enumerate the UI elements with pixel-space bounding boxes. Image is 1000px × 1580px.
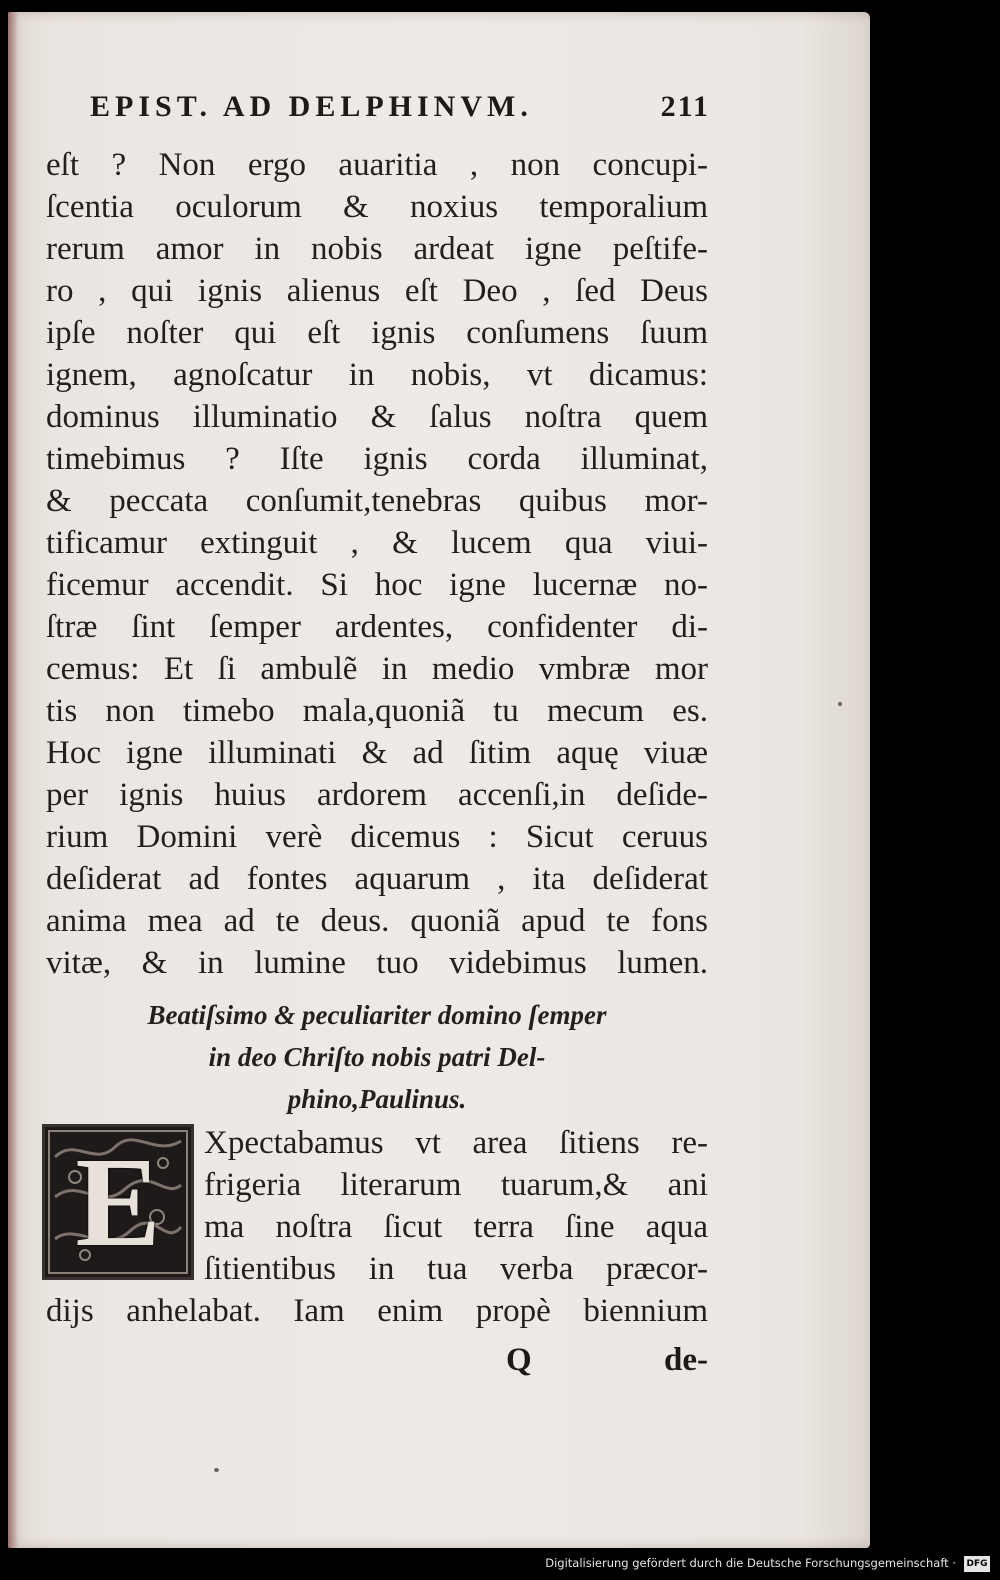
body-line: anima mea ad te deus. quoniã apud te fons [46,903,708,939]
body-line: tificamur extinguit , & lucem qua viui- [46,525,708,561]
letter-line: ſitientibus in tua verba præcor- [204,1251,708,1287]
body-line: timebimus ? Iſte ignis corda illuminat, [46,441,708,477]
footer-bar [0,1550,1000,1580]
body-line: tis non timebo mala,quoniã tu mecum es. [46,693,708,729]
body-line: ficemur accendit. Si hoc igne lucernæ no- [46,567,708,603]
body-line: & peccata conſumit,tenebras quibus mor- [46,483,708,519]
catchline [498,1342,708,1392]
letter-salutation [46,994,708,1120]
letter-line: dijs anhelabat. Iam enim propè biennium [46,1293,708,1329]
body-line: ro , qui ignis alienus eſt Deo , ſed Deus [46,273,708,309]
body-line: rium Domini verè dicemus : Sicut ceruus [46,819,708,855]
paper-speck [214,1468,219,1472]
book-page [8,12,870,1548]
letter-line: Xpectabamus vt area ſitiens re- [204,1125,708,1161]
letter-line: ma noſtra ſicut terra ſine aqua [204,1209,708,1245]
dfg-logo-icon: DFG [964,1556,990,1572]
running-head [90,90,710,130]
decorated-initial [42,1124,194,1280]
letter-text-beside-initial [204,1122,708,1290]
body-line: ſtræ ſint ſemper ardentes, confidenter di- [46,609,708,645]
catchword: de- [664,1342,708,1378]
salutation-line: phino,Paulinus. [287,1084,467,1114]
salutation-line: Beatiſsimo & peculiariter domino ſemper [147,1000,607,1030]
salutation-line: in deo Chriſto nobis patri Del- [208,1042,546,1072]
page-number: 211 [660,90,710,123]
letter-text-full-width [46,1290,708,1332]
body-line: per ignis huius ardorem accenſi,in deſide- [46,777,708,813]
initial-letter: E [75,1131,161,1273]
body-line: deſiderat ad fontes aquarum , ita deſiderat [46,861,708,897]
body-line: cemus: Et ſi ambulẽ in medio vmbræ mor [46,651,708,687]
page-binding-edge [8,12,18,1548]
body-line: eſt ? Non ergo auaritia , non concupi- [46,147,708,183]
body-line: ſcentia oculorum & noxius temporalium [46,189,708,225]
funding-credit: Digitalisierung gefördert durch die Deutsche Forschungsgemeinschaft · [545,1556,956,1570]
body-text [46,144,708,984]
paper-speck [838,702,842,706]
signature-mark: Q [506,1342,532,1378]
body-line: dominus illuminatio & ſalus noſtra quem [46,399,708,435]
body-line: ipſe noſter qui eſt ignis conſumens ſuum [46,315,708,351]
letter-line: frigeria literarum tuarum,& ani [204,1167,708,1203]
body-line: ignem, agnoſcatur in nobis, vt dicamus: [46,357,708,393]
running-head-title: EPIST. AD DELPHINVM. [90,90,533,123]
body-line: Hoc igne illuminati & ad ſitim aquę viuæ [46,735,708,771]
body-line: vitæ, & in lumine tuo videbimus lumen. [46,945,708,981]
body-line: rerum amor in nobis ardeat igne peſtife- [46,231,708,267]
